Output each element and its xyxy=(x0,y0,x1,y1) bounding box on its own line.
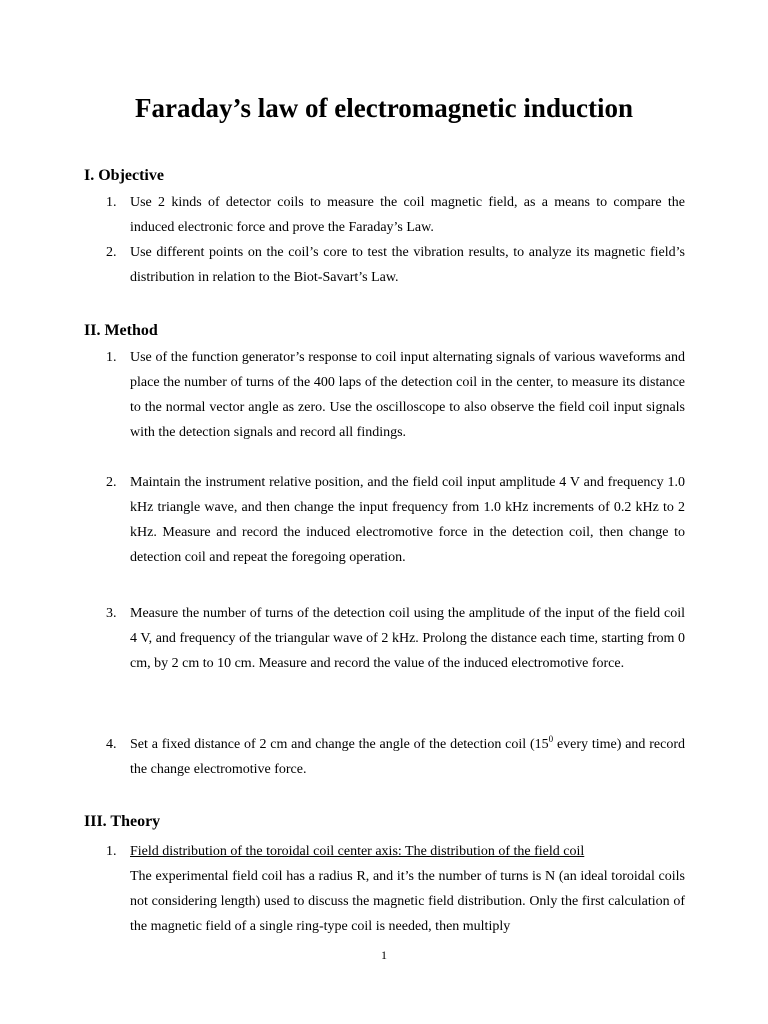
method-item-4 xyxy=(84,732,685,782)
superscript: 0 xyxy=(548,734,554,744)
list-item-text: Measure the number of turns of the detection coil using the amplitude of the input of the field coil 4 V, and frequency of the triangular wave of 2 kHz. Prolong the distance each time, starting from 0 cm, by 2 cm to 10 cm. Measure and record the value of the induced electromotive force. xyxy=(130,606,685,671)
document-title: Faraday’s law of electromagnetic induction xyxy=(135,93,633,123)
list-number: 1. xyxy=(106,350,117,365)
objective-item-1 xyxy=(84,190,685,240)
method-item-3 xyxy=(84,601,685,676)
objective-heading: I. Objective xyxy=(84,167,164,184)
list-item-text: Use different points on the coil’s core to test the vibration results, to analyze its magnetic field’s distribution in relation to the Biot-Savart’s Law. xyxy=(130,245,685,285)
method-item-2 xyxy=(84,470,685,570)
method-heading: II. Method xyxy=(84,322,158,339)
list-item-text: Use 2 kinds of detector coils to measure the coil magnetic field, as a means to compare the induced electronic force and prove the Faraday’s Law. xyxy=(130,195,685,235)
text-segment: Set a fixed distance of 2 cm and change the angle of the detection coil (15 xyxy=(130,737,549,752)
list-number: 4. xyxy=(106,737,117,752)
theory-heading: III. Theory xyxy=(84,813,161,830)
list-number: 1. xyxy=(106,844,117,859)
theory-subheading: Field distribution of the toroidal coil center axis: The distribution of the field coil xyxy=(130,844,585,859)
list-item-text: Maintain the instrument relative position, and the field coil input amplitude 4 V and frequency 1.0 kHz triangle wave, and then change the input frequency from 1.0 kHz increments of 0.2 kHz to 2 kHz. Measure and record the induced electromotive force in the detection coil, then change to detection coil and repeat the foregoing operation. xyxy=(130,475,685,565)
page-number: 1 xyxy=(381,948,387,962)
list-number: 1. xyxy=(106,195,117,210)
list-item-text: The experimental field coil has a radius R, and it’s the number of turns is N (an ideal toroidal coils not considering length) used to discuss the magnetic field distribution. Only the first calculation of the magnetic field of a single ring-type coil is needed, then multiply xyxy=(130,869,685,934)
text-segment: every time) and record the change electromotive force. xyxy=(130,737,685,777)
list-item-text xyxy=(130,732,685,782)
list-item-text: Use of the function generator’s response to coil input alternating signals of various waveforms and place the number of turns of the 400 laps of the detection coil in the center, to measure its distance to the normal vector angle as zero. Use the oscilloscope to also observe the field coil input signals with the detection signals and record all findings. xyxy=(130,350,685,440)
objective-item-2 xyxy=(84,240,685,290)
list-number: 2. xyxy=(106,245,117,260)
theory-item-1 xyxy=(84,839,685,939)
list-number: 2. xyxy=(106,475,117,490)
list-number: 3. xyxy=(106,606,117,621)
method-item-1 xyxy=(84,345,685,445)
